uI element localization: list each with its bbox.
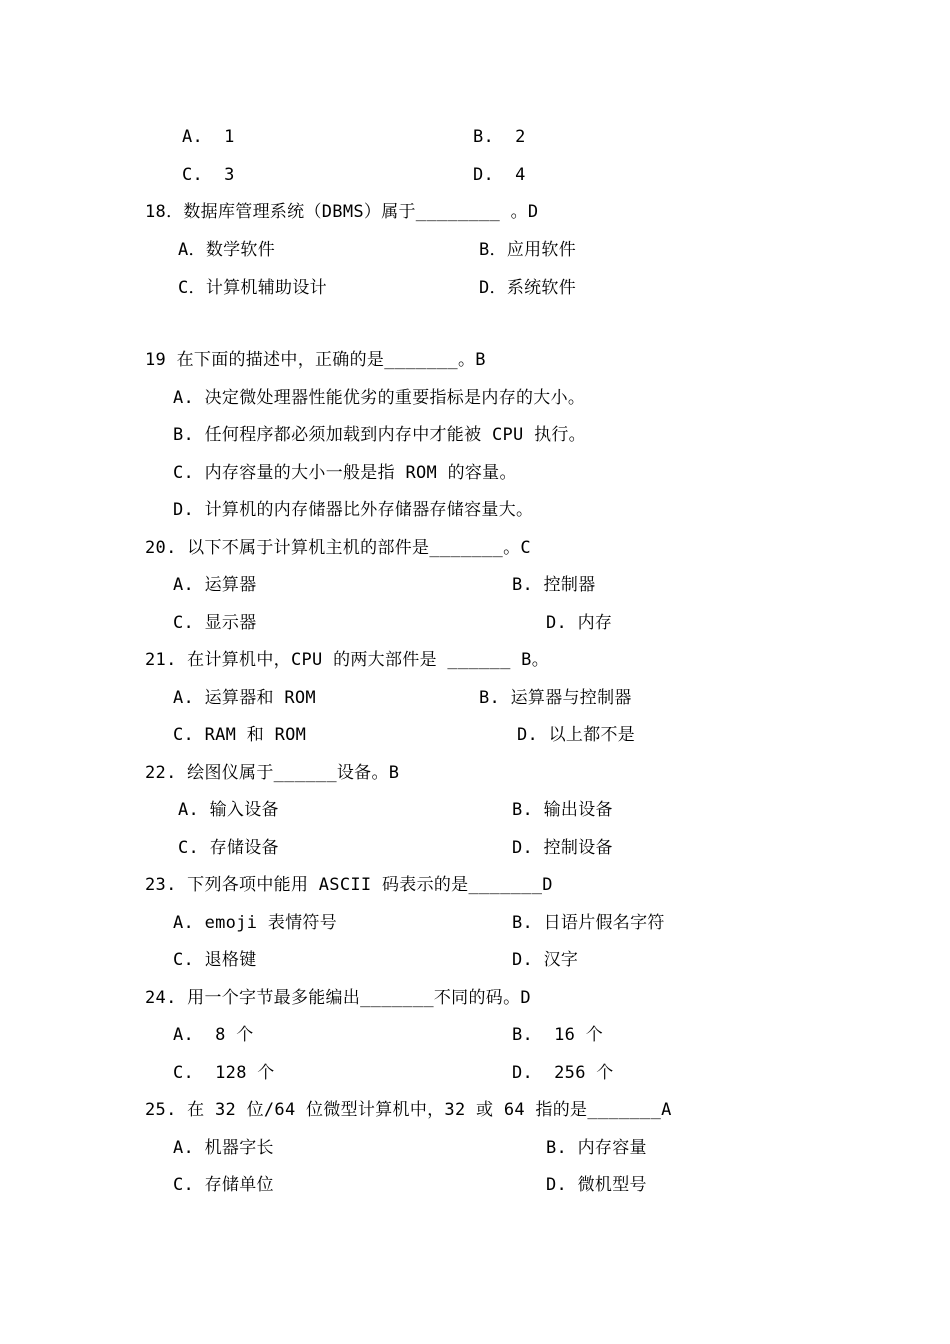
q22-option-d: D. 控制设备 xyxy=(512,838,613,858)
q17-option-a: A. 1 xyxy=(182,127,235,147)
q19-option-b: B. 任何程序都必须加载到内存中才能被 CPU 执行。 xyxy=(173,425,586,445)
q18-question-stem: 18．数据库管理系统（DBMS）属于________ 。D xyxy=(145,202,539,222)
q19-option-d: D. 计算机的内存储器比外存储器存储容量大。 xyxy=(173,500,534,520)
q20-option-c: C. 显示器 xyxy=(173,613,257,633)
q21-option-a: A. 运算器和 ROM xyxy=(173,688,316,708)
q19-question-stem: 19 在下面的描述中，正确的是_______。B xyxy=(145,350,486,370)
q24-option-a: A. 8 个 xyxy=(173,1025,254,1045)
q20-option-a: A. 运算器 xyxy=(173,575,257,595)
q18-option-d: D．系统软件 xyxy=(479,278,577,298)
q23-option-b: B. 日语片假名字符 xyxy=(512,913,665,933)
q23-option-d: D. 汉字 xyxy=(512,950,579,970)
q21-question-stem: 21. 在计算机中，CPU 的两大部件是 ______ B。 xyxy=(145,650,549,670)
q24-option-d: D. 256 个 xyxy=(512,1063,614,1083)
q22-option-b: B. 输出设备 xyxy=(512,800,613,820)
q21-option-d: D. 以上都不是 xyxy=(517,725,636,745)
q23-question-stem: 23. 下列各项中能用 ASCII 码表示的是_______D xyxy=(145,875,553,895)
q23-option-c: C. 退格键 xyxy=(173,950,257,970)
q19-option-a: A. 决定微处理器性能优劣的重要指标是内存的大小。 xyxy=(173,388,586,408)
q25-question-stem: 25. 在 32 位/64 位微型计算机中，32 或 64 指的是_______A xyxy=(145,1100,672,1120)
q24-option-b: B. 16 个 xyxy=(512,1025,604,1045)
q18-option-a: A．数学软件 xyxy=(178,240,276,260)
q22-option-c: C. 存储设备 xyxy=(178,838,279,858)
q18-option-c: C．计算机辅助设计 xyxy=(178,278,327,298)
q20-option-d: D. 内存 xyxy=(546,613,613,633)
q25-option-c: C. 存储单位 xyxy=(173,1175,274,1195)
q18-option-b: B．应用软件 xyxy=(479,240,577,260)
q17-option-b: B. 2 xyxy=(473,127,526,147)
q24-question-stem: 24. 用一个字节最多能编出_______不同的码。D xyxy=(145,988,531,1008)
q20-option-b: B. 控制器 xyxy=(512,575,596,595)
q22-question-stem: 22. 绘图仪属于______设备。B xyxy=(145,763,400,783)
q21-option-b: B. 运算器与控制器 xyxy=(479,688,632,708)
q25-option-a: A. 机器字长 xyxy=(173,1138,274,1158)
q19-option-c: C. 内存容量的大小一般是指 ROM 的容量。 xyxy=(173,463,517,483)
q22-option-a: A. 输入设备 xyxy=(178,800,279,820)
q25-option-d: D. 微机型号 xyxy=(546,1175,647,1195)
q24-option-c: C. 128 个 xyxy=(173,1063,275,1083)
q23-option-a: A. emoji 表情符号 xyxy=(173,913,338,933)
q17-option-c: C. 3 xyxy=(182,165,235,185)
q21-option-c: C. RAM 和 ROM xyxy=(173,725,307,745)
q25-option-b: B. 内存容量 xyxy=(546,1138,647,1158)
q20-question-stem: 20. 以下不属于计算机主机的部件是_______。C xyxy=(145,538,531,558)
q17-option-d: D. 4 xyxy=(473,165,526,185)
